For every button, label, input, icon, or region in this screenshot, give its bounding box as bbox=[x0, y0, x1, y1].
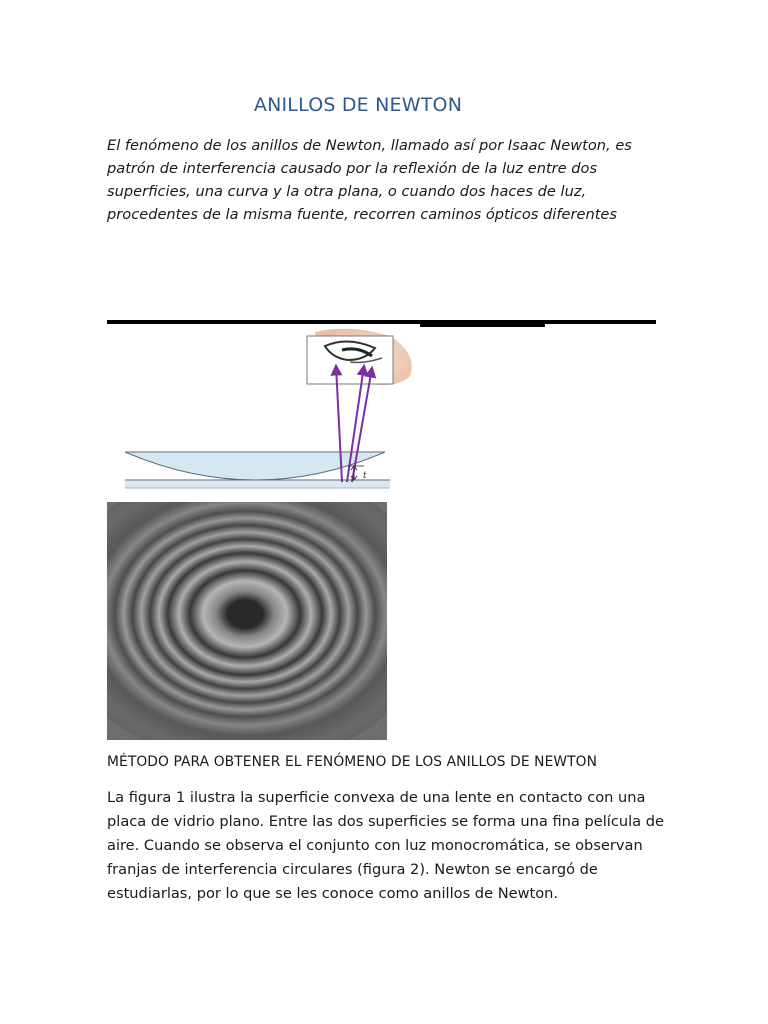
lens-shape bbox=[125, 452, 385, 480]
section-heading: MÉTODO PARA OBTENER EL FENÓMENO DE LOS ANILLOS DE NEWTON bbox=[107, 754, 598, 770]
horizontal-rule-segment bbox=[420, 323, 545, 327]
thickness-label: t bbox=[363, 471, 367, 481]
interference-rings bbox=[107, 502, 387, 740]
glass-plate bbox=[125, 480, 390, 488]
figure-1-lens-diagram bbox=[120, 326, 420, 494]
figure-2-newton-rings-photo bbox=[107, 502, 387, 740]
page-title: ANILLOS DE NEWTON bbox=[253, 94, 463, 116]
horizontal-rule bbox=[107, 320, 656, 324]
intro-paragraph: El fenómeno de los anillos de Newton, llamado así por Isaac Newton, es patrón de interferencia causado por la reflexión de la luz entre dos superficies, una curva y la otra plana, o cuando dos haces de luz, procedentes de la misma fuente, recorren caminos ópticos diferentes bbox=[107, 137, 632, 223]
body-paragraph: La figura 1 ilustra la superficie convexa de una lente en contacto con una placa de vidrio plano. Entre las dos superficies se forma una fina película de aire. Cuando se observa el conjunto con luz monocromática, se observan franjas de interferencia circulares (figura 2). Newton se encargó de estudiarlas, por lo que se les conoce como anillos de Newton. bbox=[107, 789, 664, 902]
